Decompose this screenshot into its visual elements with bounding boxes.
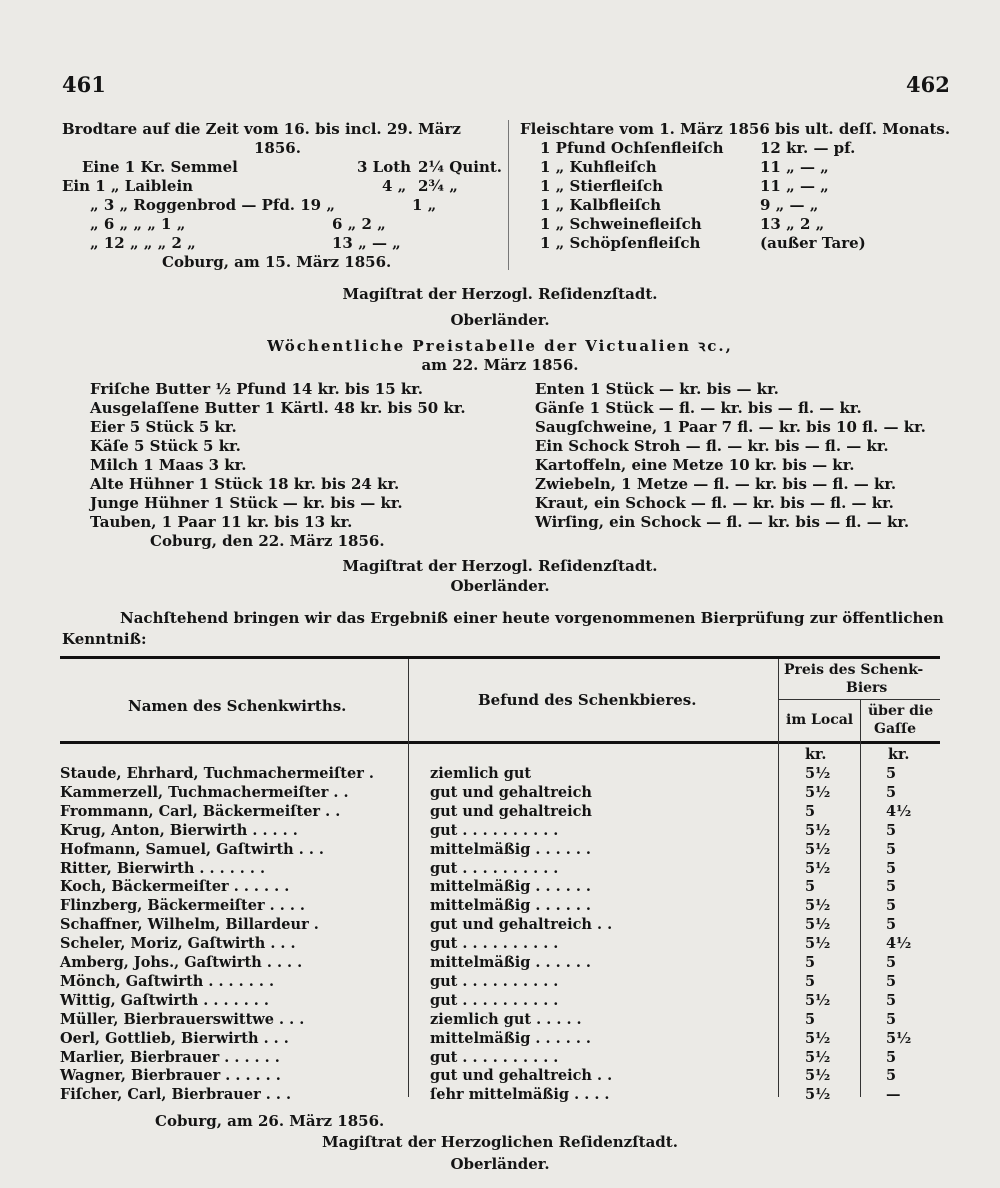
bier-date: Coburg, am 26. März 1856. bbox=[155, 1112, 385, 1130]
victualien-title: Wöchentliche Preistabelle der Victualien ꝛc., bbox=[267, 337, 733, 355]
victualien-left-item: Alte Hühner 1 Stück 18 kr. bis 24 kr. bbox=[90, 475, 400, 493]
brot-date: Coburg, am 15. März 1856. bbox=[162, 253, 392, 271]
header-gasse-1: über die bbox=[868, 703, 934, 719]
unit-gasse: kr. bbox=[888, 746, 910, 763]
victualien-left-item: Junge Hühner 1 Stück — kr. bis — kr. bbox=[90, 494, 403, 512]
victualien-date-line: am 22. März 1856. bbox=[421, 356, 579, 374]
table-row: Wittig, Gaſtwirth . . . . . . . gut . . . . . . . . . . 5½ 5 bbox=[60, 991, 897, 1009]
victualien-right-item: Wirſing, ein Schock — fl. — kr. bis — fl. — kr. bbox=[535, 513, 910, 531]
fleisch-row: 1 „ Stierfleiſch 11 „ — „ bbox=[540, 177, 829, 195]
victualien-right-item: Zwiebeln, 1 Metze — fl. — kr. bis — fl. — kr. bbox=[535, 475, 897, 493]
column-divider bbox=[508, 120, 509, 270]
table-row: Staude, Ehrhard, Tuchmachermeiſter . ziemlich gut 5½ 5 bbox=[60, 765, 897, 782]
table-unit-row bbox=[60, 746, 940, 765]
brot-year: 1856. bbox=[254, 139, 301, 157]
table-row: Mönch, Gaſtwirth . . . . . . . gut . . . . . . . . . . 5 5 bbox=[60, 972, 897, 990]
fleisch-row: 1 „ Schweinefleiſch 13 „ 2 „ bbox=[540, 215, 825, 233]
fleisch-row: 1 „ Kuhfleiſch 11 „ — „ bbox=[540, 158, 829, 176]
table-row: Koch, Bäckermeiſter . . . . . . mittelmäßig . . . . . . 5 5 bbox=[60, 878, 897, 896]
victualien-left-list bbox=[90, 380, 466, 551]
victualien-right-item: Saugſchweine, 1 Paar 7 fl. — kr. bis 10 fl. — kr. bbox=[535, 418, 926, 436]
table-row: Amberg, Johs., Gaſtwirth . . . . mittelmäßig . . . . . . 5 5 bbox=[60, 954, 897, 971]
victualien-right-item: Enten 1 Stück — kr. bis — kr. bbox=[535, 380, 779, 398]
table-row: Krug, Anton, Bierwirth . . . . . gut . . . . . . . . . . 5½ 5 bbox=[60, 821, 897, 839]
header-name: Namen des Schenkwirths. bbox=[128, 697, 347, 715]
oberlaender-signature-1: Oberländer. bbox=[450, 311, 550, 329]
table-header-rule bbox=[60, 741, 940, 744]
brot-section bbox=[62, 120, 503, 272]
fleisch-row: 1 Pfund Ochſenfleiſch 12 kr. — pf. bbox=[540, 139, 856, 157]
table-row: Kammerzell, Tuchmachermeiſter . . gut und gehaltreich 5½ 5 bbox=[60, 783, 897, 801]
victualien-left-item: Tauben, 1 Paar 11 kr. bis 13 kr. bbox=[90, 513, 353, 531]
magistrat-signature-3: Magiſtrat der Herzoglichen Reſidenzſtadt. bbox=[322, 1133, 678, 1151]
oberlaender-signature-2: Oberländer. bbox=[450, 577, 550, 595]
oberlaender-signature-3: Oberländer. bbox=[450, 1155, 550, 1173]
table-row: Müller, Bierbrauerswittwe . . . ziemlich gut . . . . . 5 5 bbox=[60, 1010, 897, 1028]
magistrat-signature-2: Magiſtrat der Herzogl. Reſidenzſtadt. bbox=[342, 557, 658, 575]
victualien-left-item: Milch 1 Maas 3 kr. bbox=[90, 456, 247, 474]
intro-line-2: Kenntniß: bbox=[62, 630, 147, 648]
table-row: Hofmann, Samuel, Gaſtwirth . . . mittelmäßig . . . . . . 5½ 5 bbox=[60, 840, 897, 858]
page-number-right: 462 bbox=[906, 72, 950, 97]
fleisch-row: 1 „ Schöpſenfleiſch (außer Tare) bbox=[540, 234, 866, 252]
victualien-right-item: Ein Schock Stroh — fl. — kr. bis — fl. — kr. bbox=[535, 437, 889, 455]
brot-row: Ein 1 „ Laiblein 4 „ 2¾ „ bbox=[62, 177, 458, 195]
brot-row: Eine 1 Kr. Semmel 3 Loth 2¼ Quint. bbox=[82, 158, 503, 176]
fleisch-row: 1 „ Kalbfleiſch 9 „ — „ bbox=[540, 196, 819, 214]
victualien-left-item: Eier 5 Stück 5 kr. bbox=[90, 418, 237, 436]
brot-row: „ 12 „ „ „ 2 „ 13 „ — „ bbox=[90, 234, 401, 252]
table-top-rule bbox=[60, 656, 940, 659]
victualien-left-item: Käſe 5 Stück 5 kr. bbox=[90, 437, 241, 455]
header-befund: Befund des Schenkbieres. bbox=[478, 691, 697, 709]
brot-row: „ 6 „ „ „ 1 „ 6 „ 2 „ bbox=[90, 215, 386, 233]
table-row: Schaffner, Wilhelm, Billardeur . gut und gehaltreich . . 5½ 5 bbox=[60, 916, 897, 934]
table-row: Marlier, Bierbrauer . . . . . . gut . . . . . . . . . . 5½ 5 bbox=[60, 1048, 897, 1066]
table-row: Wagner, Bierbrauer . . . . . . gut und gehaltreich . . 5½ 5 bbox=[60, 1067, 897, 1085]
table-row: Fiſcher, Carl, Bierbrauer . . . ſehr mittelmäßig . . . . 5½ — bbox=[60, 1086, 901, 1104]
magistrat-signature-1: Magiſtrat der Herzogl. Reſidenzſtadt. bbox=[342, 285, 658, 303]
fleisch-section bbox=[520, 120, 951, 253]
header-preis: Preis des Schenk- bbox=[784, 662, 924, 678]
table-row: Flinzberg, Bäckermeiſter . . . . mittelmäßig . . . . . . 5½ 5 bbox=[60, 897, 897, 915]
victualien-right-item: Kraut, ein Schock — fl. — kr. bis — fl. — kr. bbox=[535, 494, 894, 512]
header-preis-2: Biers bbox=[846, 680, 888, 696]
table-row: Ritter, Bierwirth . . . . . . . gut . . . . . . . . . . 5½ 5 bbox=[60, 859, 897, 877]
victualien-right-list bbox=[535, 380, 926, 532]
table-row: Frommann, Carl, Bäckermeiſter . . gut und gehaltreich 5 4½ bbox=[60, 802, 912, 820]
fleisch-title: Fleischtare vom 1. März 1856 bis ult. deſſ. Monats. bbox=[520, 120, 951, 138]
victualien-right-item: Kartoffeln, eine Metze 10 kr. bis — kr. bbox=[535, 456, 855, 474]
victualien-left-item: Ausgelaſſene Butter 1 Kärtl. 48 kr. bis 50 kr. bbox=[90, 399, 466, 417]
unit-local: kr. bbox=[805, 746, 827, 763]
brot-row: „ 3 „ Roggenbrod — Pfd. 19 „ 1 „ bbox=[90, 196, 437, 214]
brot-title: Brodtare auf die Zeit vom 16. bis incl. 29. März bbox=[62, 120, 461, 138]
victualien-right-item: Gänſe 1 Stück — fl. — kr. bis — fl. — kr. bbox=[535, 399, 862, 417]
table-row: Scheler, Moriz, Gaſtwirth . . . gut . . . . . . . . . . 5½ 4½ bbox=[60, 935, 912, 953]
intro-line-1: Nachſtehend bringen wir das Ergebniß einer heute vorgenommenen Bierprüfung zur öffentlichen bbox=[120, 609, 944, 627]
victualien-left-item: Friſche Butter ½ Pfund 14 kr. bis 15 kr. bbox=[90, 380, 424, 398]
victualien-date: Coburg, den 22. März 1856. bbox=[150, 532, 385, 550]
header-gasse-2: Gaſſe bbox=[874, 721, 916, 737]
table-row: Oerl, Gottlieb, Bierwirth . . . mittelmäßig . . . . . . 5½ 5½ bbox=[60, 1029, 912, 1047]
header-local: im Local bbox=[786, 712, 854, 728]
table-subheader-rule bbox=[778, 699, 940, 700]
page-number-left: 461 bbox=[62, 72, 106, 97]
